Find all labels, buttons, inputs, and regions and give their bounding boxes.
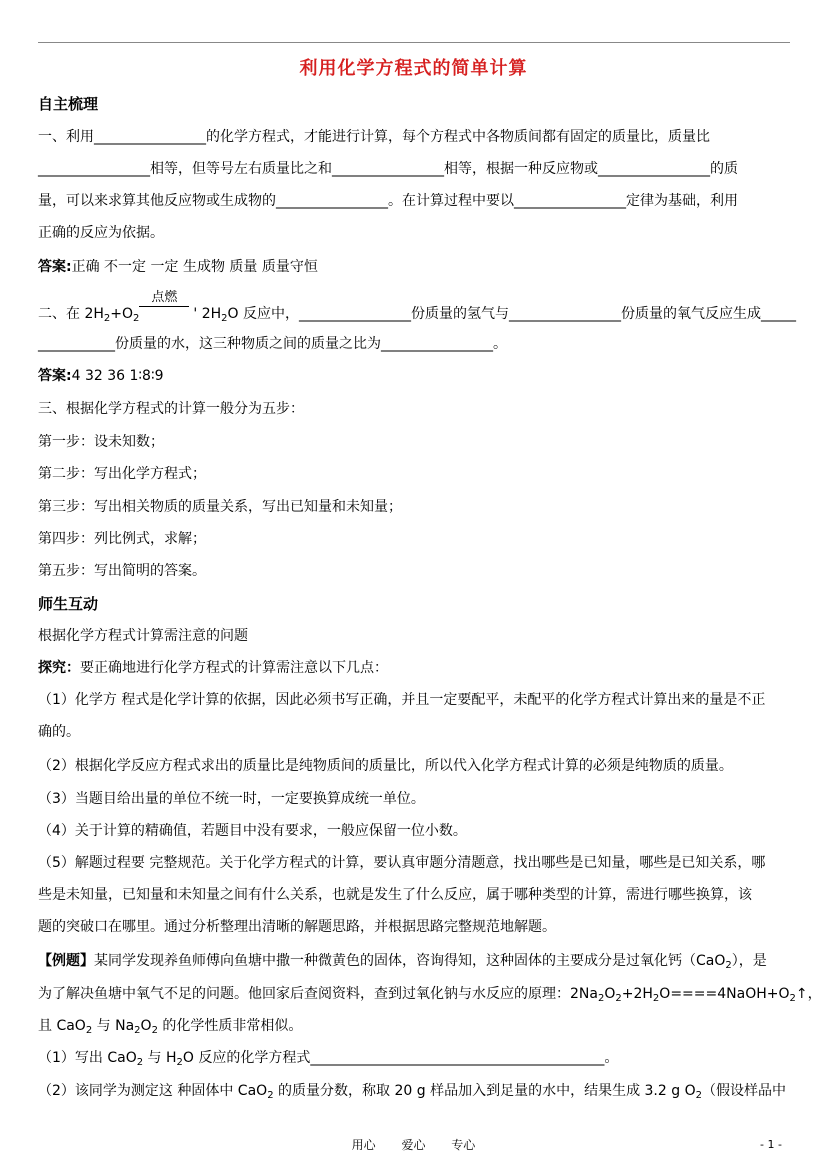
answer-label: 答案: xyxy=(38,259,72,275)
answer-text: 4 32 36 1∶8∶9 xyxy=(71,368,164,384)
condition-ignite: 点燃 xyxy=(139,290,189,307)
topic-line: 根据化学方程式计算需注意的问题 xyxy=(38,628,248,644)
paragraph-1-line-3: 量，可以来求算其他反应物或生成物的________________。在计算过程中要以________________定律为基础，利用 xyxy=(38,193,738,209)
step-3: 第三步：写出相关物质的质量关系，写出已知量和未知量； xyxy=(38,499,402,515)
text-part: （2）该同学为测定这 种固体中 CaO xyxy=(38,1083,268,1099)
explore-label: 探究： xyxy=(38,660,80,676)
subscript: 2 xyxy=(597,993,605,1004)
subscript: 2 xyxy=(725,960,732,971)
text-part: 的化学性质非常相似。 xyxy=(157,1018,303,1034)
note-5-line-2: 些是未知量，已知量和未知量之间有什么关系，也就是发生了什么反应，属于哪种类型的计算，需进行哪些换算，该 xyxy=(38,887,752,903)
subscript: 2 xyxy=(615,993,622,1004)
subscript: 2 xyxy=(267,1090,274,1101)
explore-text: 要正确地进行化学方程式的计算需注意以下几点： xyxy=(80,660,388,676)
text-part: 与 Na xyxy=(92,1018,135,1034)
page-title: 利用化学方程式的简单计算 xyxy=(299,58,528,79)
text-part: O 反应的化学方程式__________________________________________。 xyxy=(182,1050,619,1066)
page-number: - 1 - xyxy=(760,1138,782,1151)
section-heading-interaction: 师生互动 xyxy=(38,595,99,613)
subscript: 2 xyxy=(151,1025,158,1036)
section-heading-self-study: 自主梳理 xyxy=(38,95,99,113)
text-part: （1）写出 CaO xyxy=(38,1050,137,1066)
text-part: ↑， xyxy=(795,986,822,1002)
text-part: ），是 xyxy=(731,953,767,969)
paragraph-2-line-1 xyxy=(38,290,796,324)
subscript: 2 xyxy=(103,313,111,324)
subscript: 2 xyxy=(652,993,660,1004)
explore-line xyxy=(38,658,388,678)
paragraph-2-text: O 反应中，________________份质量的氢气与________________份质量的氧气反应生成_____ xyxy=(227,306,796,322)
text-part: O====4NaOH+O xyxy=(659,986,790,1002)
subscript: 2 xyxy=(133,313,140,324)
subscript: 2 xyxy=(134,1025,141,1036)
question-1 xyxy=(38,1048,618,1068)
paragraph-3: 三、根据化学方程式的计算一般分为五步： xyxy=(38,401,304,417)
subscript: 2 xyxy=(789,993,796,1004)
text-part: （假设样品中 xyxy=(701,1083,786,1099)
paragraph-1-line-2: ________________相等，但等号左右质量比之和________________相等，根据一种反应物或________________的质 xyxy=(38,161,738,177)
text-part: 的质量分数，称取 20 g 样品加入到足量的水中，结果生成 3.2 g O xyxy=(273,1083,696,1099)
text-part: +2H xyxy=(621,986,653,1002)
note-4: （4）关于计算的精确值，若题目中没有要求，一般应保留一位小数。 xyxy=(38,823,467,839)
answer-2 xyxy=(38,366,164,386)
note-1-line-1: （1）化学方 程式是化学计算的依据，因此必须书写正确，并且一定要配平，未配平的化学方程式计算出来的量是不正 xyxy=(38,692,766,708)
subscript: 2 xyxy=(221,313,228,324)
example-line-3 xyxy=(38,1016,302,1036)
step-1: 第一步：设未知数； xyxy=(38,434,164,450)
text-part: 某同学发现养鱼师傅向鱼塘中撒一种微黄色的固体，咨询得知，这种固体的主要成分是过氧化钙（CaO xyxy=(94,953,726,969)
example-line-1 xyxy=(38,951,767,971)
step-4: 第四步：列比例式，求解； xyxy=(38,531,206,547)
paragraph-2-line-2: ___________份质量的水，这三种物质之间的质量之比为________________。 xyxy=(38,336,507,352)
note-5-line-1: （5）解题过程要 完整规范。关于化学方程式的计算，要认真审题分清题意，找出哪些是已知量，哪些是已知关系，哪 xyxy=(38,855,766,871)
question-2 xyxy=(38,1081,786,1101)
equation-part: 二、在 2H xyxy=(38,306,104,322)
note-5-line-3: 题的突破口在哪里。通过分析整理出清晰的解题思路，并根据思路完整规范地解题。 xyxy=(38,919,556,935)
note-1-line-2: 确的。 xyxy=(38,724,80,740)
subscript: 2 xyxy=(176,1057,183,1068)
step-5: 第五步：写出简明的答案。 xyxy=(38,563,206,579)
answer-text: 正确 不一定 一定 生成物 质量 质量守恒 xyxy=(71,259,318,275)
text-part: 且 CaO xyxy=(38,1018,86,1034)
page-footer: 用心 爱心 专心 xyxy=(351,1138,476,1152)
step-2: 第二步：写出化学方程式； xyxy=(38,466,206,482)
note-3: （3）当题目给出量的单位不统一时，一定要换算成统一单位。 xyxy=(38,791,425,807)
header-rule xyxy=(38,42,790,43)
subscript: 2 xyxy=(136,1057,144,1068)
paragraph-1-line-1: 一、利用________________的化学方程式，才能进行计算，每个方程式中各物质间都有固定的质量比，质量比 xyxy=(38,129,710,145)
text-part: 与 H xyxy=(143,1050,177,1066)
example-line-2 xyxy=(38,984,822,1004)
text-part: O xyxy=(140,1018,152,1034)
paragraph-1-line-4: 正确的反应为依据。 xyxy=(38,225,164,241)
text-part: O xyxy=(604,986,616,1002)
example-label: 【例题】 xyxy=(38,953,94,969)
subscript: 2 xyxy=(695,1090,702,1101)
text-part: 为了解决鱼塘中氧气不足的问题。他回家后查阅资料，查到过氧化钠与水反应的原理：2Na xyxy=(38,986,598,1002)
answer-label: 答案: xyxy=(38,368,72,384)
subscript: 2 xyxy=(85,1025,93,1036)
answer-1 xyxy=(38,257,318,277)
note-2: （2）根据化学反应方程式求出的质量比是纯物质间的质量比，所以代入化学方程式计算的必须是纯物质的质量。 xyxy=(38,758,733,774)
equation-part: +O xyxy=(110,306,134,322)
equation-part: ' 2H xyxy=(193,306,222,322)
